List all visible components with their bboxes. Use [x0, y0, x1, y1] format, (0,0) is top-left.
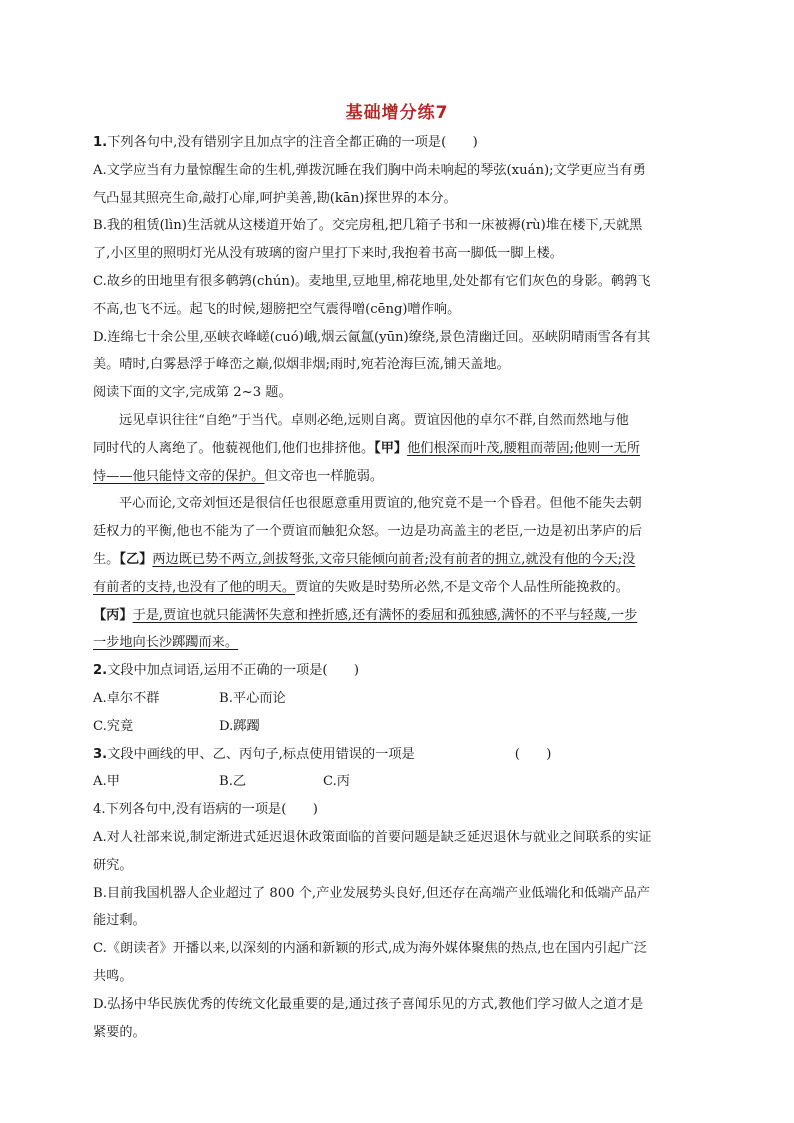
q2-options-row1: [93, 685, 698, 713]
q4-option-c-line2: 共鸣。: [93, 968, 133, 984]
q3-answer-paren: ( ): [514, 746, 552, 762]
q3-options-row: [93, 768, 698, 796]
q4-stem: 4.下列各句中,没有语病的一项是( ): [93, 802, 318, 818]
passage-p2-line4-tail: 贾谊的失败是时势所必然,不是文帝个人品性所能挽救的。: [295, 579, 629, 595]
q1-option-d-line1: D.连绵七十余公里,巫峡衣峰嵯(cuó)峨,烟云氤氲(yūn)缭绕,景色清幽迁回。巫峡阴晴雨雪各有其: [93, 329, 651, 345]
passage-p2-line4: [93, 574, 698, 602]
sentence-jia-part1: 他们根深而叶茂,腰粗而蒂固;他则一无所: [407, 440, 640, 456]
passage-p2-line3-head: 生。: [93, 551, 120, 567]
q1-option-b-line1: B.我的租赁(lìn)生活就从这楼道开始了。交完房租,把几箱子书和一床被褥(rù)堆在楼下,天就黑: [93, 218, 643, 234]
q3-option-c: C.丙: [323, 774, 350, 790]
q2-option-b: B.平心而论: [219, 690, 286, 706]
q2-stem-text: 文段中加点词语,运用不正确的一项是( ): [107, 663, 360, 679]
q4-option-b-line1: B.目前我国机器人企业超过了 800 个,产业发展势头良好,但还存在高端产业低端化和低端产品产: [93, 885, 650, 901]
sentence-jia-part2: 恃——他只能恃文帝的保护。: [93, 468, 265, 484]
reading-intro: 阅读下面的文字,完成第 2~3 题。: [93, 385, 292, 401]
q2-option-d: D.踯躅: [219, 718, 260, 734]
sentence-bing-part2: 一步地向长沙踯躅而来。: [93, 635, 239, 651]
q2-option-a: A.卓尔不群: [93, 690, 160, 706]
passage-p2-line1: 平心而论,文帝刘恒还是很信任也很愿意重用贾谊的,他究竟不是一个昏君。但他不能失去朝: [119, 496, 642, 512]
passage-p2-line2: 廷权力的平衡,他也不能为了一个贾谊而触犯众怒。一边是功高盖主的老臣,一边是初出茅庐的后: [93, 524, 643, 540]
passage-p1-line2: [93, 435, 698, 463]
page-title: 基础增分练7: [345, 103, 449, 123]
q4-option-c-line1: C.《朗读者》开播以来,以深刻的内涵和新颖的形式,成为海外媒体聚焦的热点,也在国内引起广泛: [93, 941, 647, 957]
sentence-yi-part2: 有前者的支持,也没有了他的明天。: [93, 579, 296, 595]
tag-jia: 【甲】: [374, 440, 408, 456]
worksheet-content: [93, 129, 698, 1046]
q2-option-c: C.究竟: [93, 718, 134, 734]
tag-yi: 【乙】: [119, 551, 153, 567]
passage-p1-line3-tail: 但文帝也一样脆弱。: [264, 468, 384, 484]
q1-option-b-line2: 了,小区里的照明灯光从没有玻璃的窗户里打下来时,我抱着书高一脚低一脚上楼。: [93, 246, 563, 262]
q2-number: 2.: [93, 663, 108, 679]
q1-stem: [93, 129, 698, 157]
q3-option-b: B.乙: [219, 774, 247, 790]
q1-stem-text: 下列各句中,没有错别字且加点字的注音全都正确的一项是( ): [107, 135, 478, 150]
q3-number: 3.: [93, 746, 108, 762]
q4-option-a-line1: A.对人社部来说,制定渐进式延迟退休政策面临的首要问题是缺乏延迟退休与就业之间联系的实证: [93, 829, 652, 845]
passage-p1-line2-text: 同时代的人离绝了。他藐视他们,他们也排挤他。: [93, 440, 375, 456]
passage-p1-line1: 远见卓识往往“自绝”于当代。卓则必绝,远则自离。贾谊因他的卓尔不群,自然而然地与他: [119, 412, 629, 428]
q2-stem: [93, 657, 698, 685]
sentence-bing-part1: 于是,贾谊也就只能满怀失意和挫折感,还有满怀的委屈和孤独感,满怀的不平与轻蔑,一步: [132, 607, 638, 623]
q3-stem-text: 文段中画线的甲、乙、丙句子,标点使用错误的一项是: [107, 746, 415, 762]
q3-stem: [93, 741, 698, 769]
tag-bing: 【丙】: [93, 607, 133, 623]
q4-option-a-line2: 研究。: [93, 857, 133, 873]
q1-option-c-line2: 不高,也飞不远。起飞的时候,翅膀把空气震得噌(cēng)噌作响。: [93, 301, 461, 317]
q4-option-d-line1: D.弘扬中华民族优秀的传统文化最重要的是,通过孩子喜闻乐见的方式,教他们学习做人之道才是: [93, 996, 644, 1012]
q1-option-a-line1: A.文学应当有力量惊醒生命的生机,弹拨沉睡在我们胸中尚未响起的琴弦(xuán);文学更应当有勇: [93, 162, 646, 178]
q1-number: 1.: [93, 135, 108, 150]
q1-option-a-line2: 气凸显其照亮生命,敲打心扉,呵护美善,勘(kān)探世界的本分。: [93, 190, 457, 206]
q1-option-d-line2: 美。晴时,白雾悬浮于峰峦之巅,似烟非烟;雨时,宛若沧海巨流,铺天盖地。: [93, 357, 510, 373]
sentence-yi-part1: 两边既已势不两立,剑拔弩张,文帝只能倾向前者;没有前者的拥立,就没有他的今天;没: [152, 551, 636, 567]
q4-option-d-line2: 紧要的。: [93, 1024, 146, 1040]
passage-p3-line2: [93, 629, 698, 657]
passage-p3-line1: [93, 602, 698, 630]
q1-option-c-line1: C.故乡的田地里有很多鹌鹑(chún)。麦地里,豆地里,棉花地里,处处都有它们灰色的身影。鹌鹑飞: [93, 273, 651, 289]
passage-p2-line3: [93, 546, 698, 574]
q3-option-a: A.甲: [93, 774, 120, 790]
passage-p1-line3: [93, 463, 698, 491]
q4-option-b-line2: 能过剩。: [93, 913, 146, 929]
q2-options-row2: [93, 713, 698, 741]
